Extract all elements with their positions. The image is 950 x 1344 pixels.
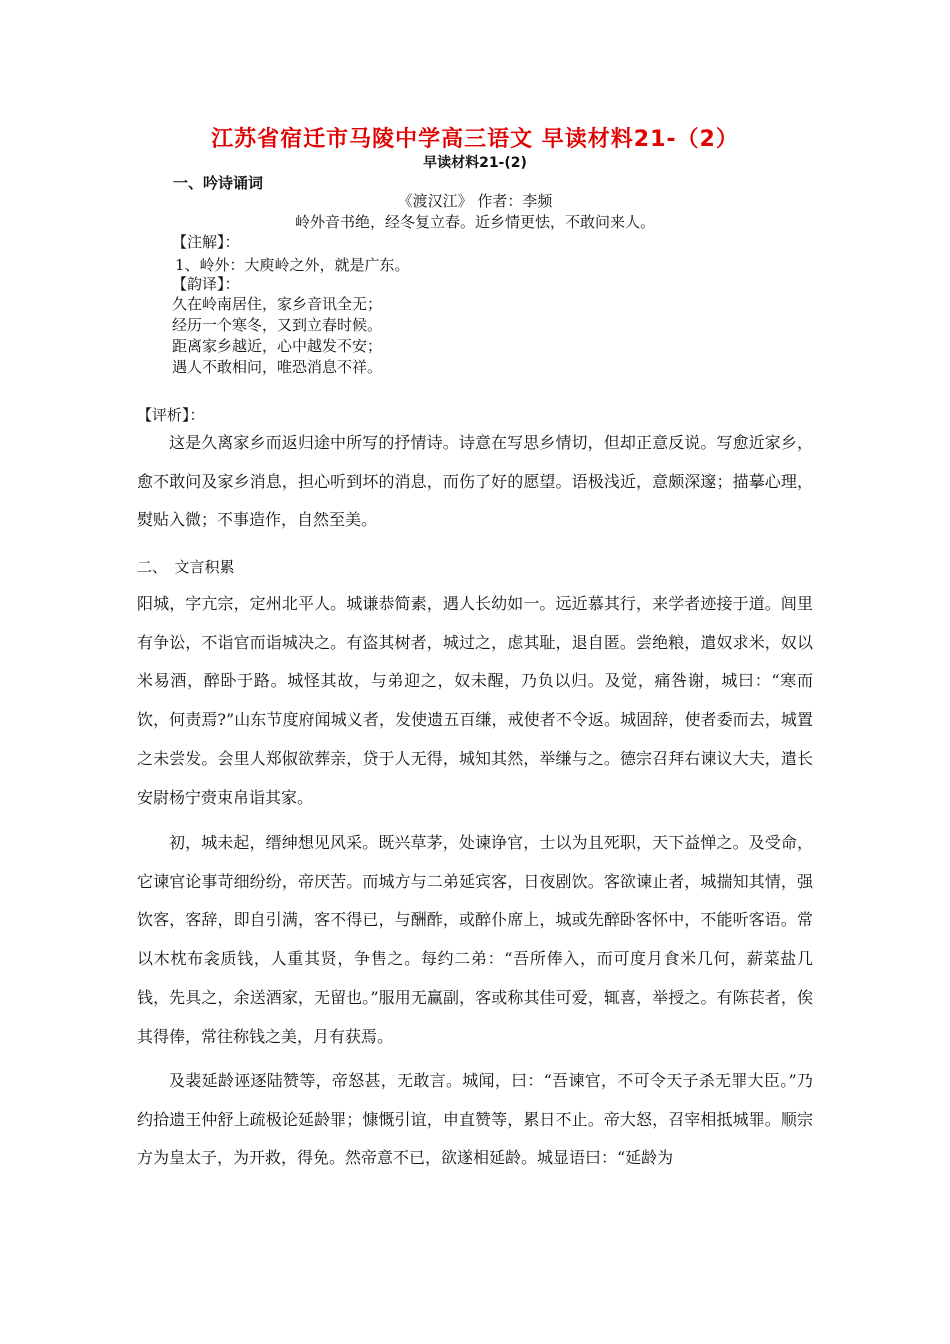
document-subtitle: 早读材料21-(2)	[423, 155, 527, 171]
note-item: 1、岭外：大庾岭之外，就是广东。	[175, 256, 410, 274]
translation-line: 久在岭南居住，家乡音讯全无；	[172, 295, 383, 313]
classical-paragraph: 阳城，字亢宗，定州北平人。城谦恭简素，遇人长幼如一。远近慕其行，来学者迹接于道。闾里有争讼，不诣官而诣城决之。有盗其树者，城过之，虑其耻，退自匿。尝绝粮，遣奴求米，奴以米易酒，醉卧于路。城怪其故，与弟迎之，奴未醒，乃负以归。及觉，痛咎谢，城曰：“寒而饮，何责焉?”山东节度府闻城义者，发使遗五百缣，戒使者不令返。城固辞，使者委而去，城置之未尝发。会里人郑俶欲葬亲，贷于人无得，城知其然，举缣与之。德宗召拜右谏议大夫，遣长安尉杨宁赍束帛诣其家。	[137, 594, 813, 807]
section-heading-poetry: 一、吟诗诵词	[173, 174, 264, 192]
review-paragraph: 这是久离家乡而返归途中所写的抒情诗。诗意在写思乡情切，但却正意反说。写愈近家乡，愈不敢问及家乡消息，担心听到坏的消息，而伤了好的愿望。语极浅近，意颇深邃；描摹心理，熨贴入微；不事造作，自然至美。	[137, 433, 813, 530]
poem-text: 岭外音书绝，经冬复立春。近乡情更怯，不敢问来人。	[294, 213, 655, 231]
translation-line: 距离家乡越近，心中越发不安；	[172, 337, 383, 355]
document-title: 江苏省宿迁市马陵中学高三语文 早读材料21-（2）	[211, 127, 739, 152]
section-heading-classical: 二、 文言积累	[137, 558, 235, 576]
classical-paragraph: 初，城未起，缙绅想见风采。既兴草茅，处谏诤官，士以为且死职，天下益惮之。及受命，它谏官论事苛细纷纷，帝厌苦。而城方与二弟延宾客，日夜剧饮。客欲谏止者，城揣知其情，强饮客，客辞，即自引满，客不得已，与酬酢，或醉仆席上，城或先醉卧客怀中，不能听客语。常以木枕布衾质钱，人重其贤，争售之。每约二弟：“吾所俸入，而可度月食米几何，薪菜盐几钱，先具之，余送酒家，无留也。”服用无赢副，客或称其佳可爱，辄喜，举授之。有陈苌者，俟其得俸，常往称钱之美，月有获焉。	[137, 833, 813, 1046]
translation-line: 经历一个寒冬，又到立春时候。	[172, 316, 383, 334]
translation-lines	[172, 294, 382, 378]
translation-heading: 【韵译】：	[172, 275, 240, 293]
notes-heading: 【注解】：	[172, 233, 240, 251]
translation-line: 遇人不敢相问，唯恐消息不祥。	[172, 358, 383, 376]
poem-title: 《渡汉江》 作者：李频	[397, 192, 553, 210]
classical-paragraph: 及裴延龄诬逐陆赞等，帝怒甚，无敢言。城闻，曰：“吾谏官，不可令天子杀无罪大臣。”乃约拾遗王仲舒上疏极论延龄罪；慷慨引谊，申直赞等，累日不止。帝大怒，召宰相抵城罪。顺宗方为皇太子，为开救，得免。然帝意不已，欲遂相延龄。城显语曰：“延龄为	[137, 1071, 813, 1168]
review-heading: 【评析】：	[137, 406, 205, 424]
